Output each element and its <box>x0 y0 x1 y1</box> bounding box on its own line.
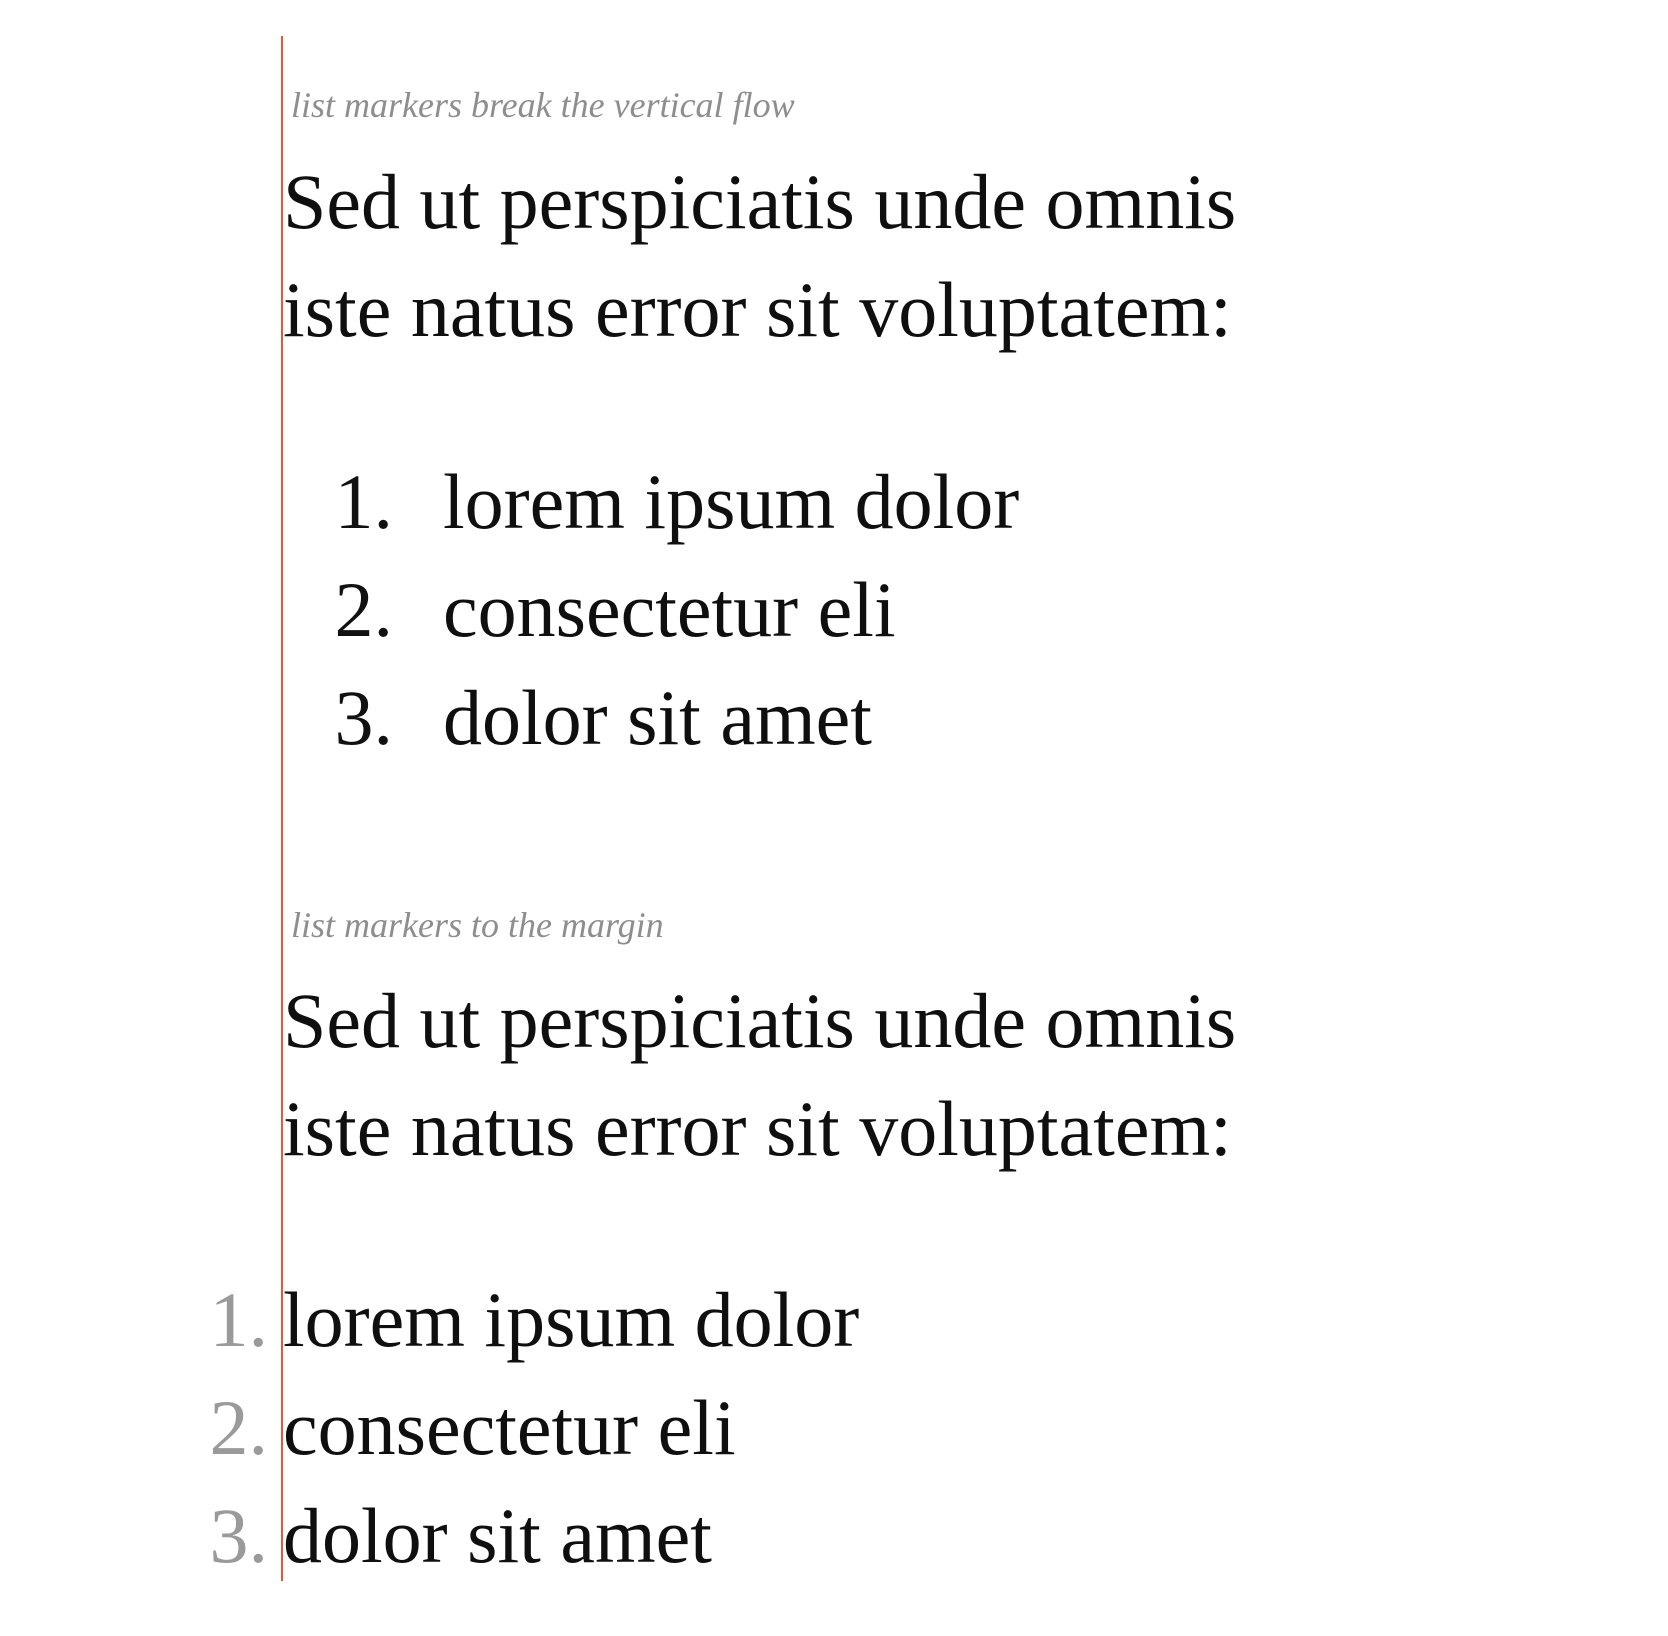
paragraph-line-2: iste natus error sit voluptatem: <box>283 266 1232 353</box>
list-item-text: dolor sit amet <box>443 674 872 761</box>
list-marker: 1. <box>334 458 393 545</box>
list-item-text: lorem ipsum dolor <box>283 1276 860 1363</box>
caption-section-1: list markers break the vertical flow <box>291 85 795 125</box>
caption-section-2: list markers to the margin <box>291 905 664 945</box>
paragraph-line-1: Sed ut perspiciatis unde omnis <box>283 158 1237 245</box>
paragraph-line-1: Sed ut perspiciatis unde omnis <box>283 977 1237 1064</box>
list-item-text: lorem ipsum dolor <box>443 458 1020 545</box>
list-marker: 3. <box>334 674 393 761</box>
list-marker: 1. <box>209 1276 268 1363</box>
list-marker: 3. <box>209 1492 268 1579</box>
paragraph-section-2 <box>283 967 1236 1183</box>
list-marker: 2. <box>334 566 393 653</box>
list-item-text: consectetur eli <box>443 566 896 653</box>
list-item-text: dolor sit amet <box>283 1492 712 1579</box>
list-item-text: consectetur eli <box>283 1384 736 1471</box>
paragraph-section-1 <box>283 148 1236 364</box>
list-marker: 2. <box>209 1384 268 1471</box>
paragraph-line-2: iste natus error sit voluptatem: <box>283 1085 1232 1172</box>
